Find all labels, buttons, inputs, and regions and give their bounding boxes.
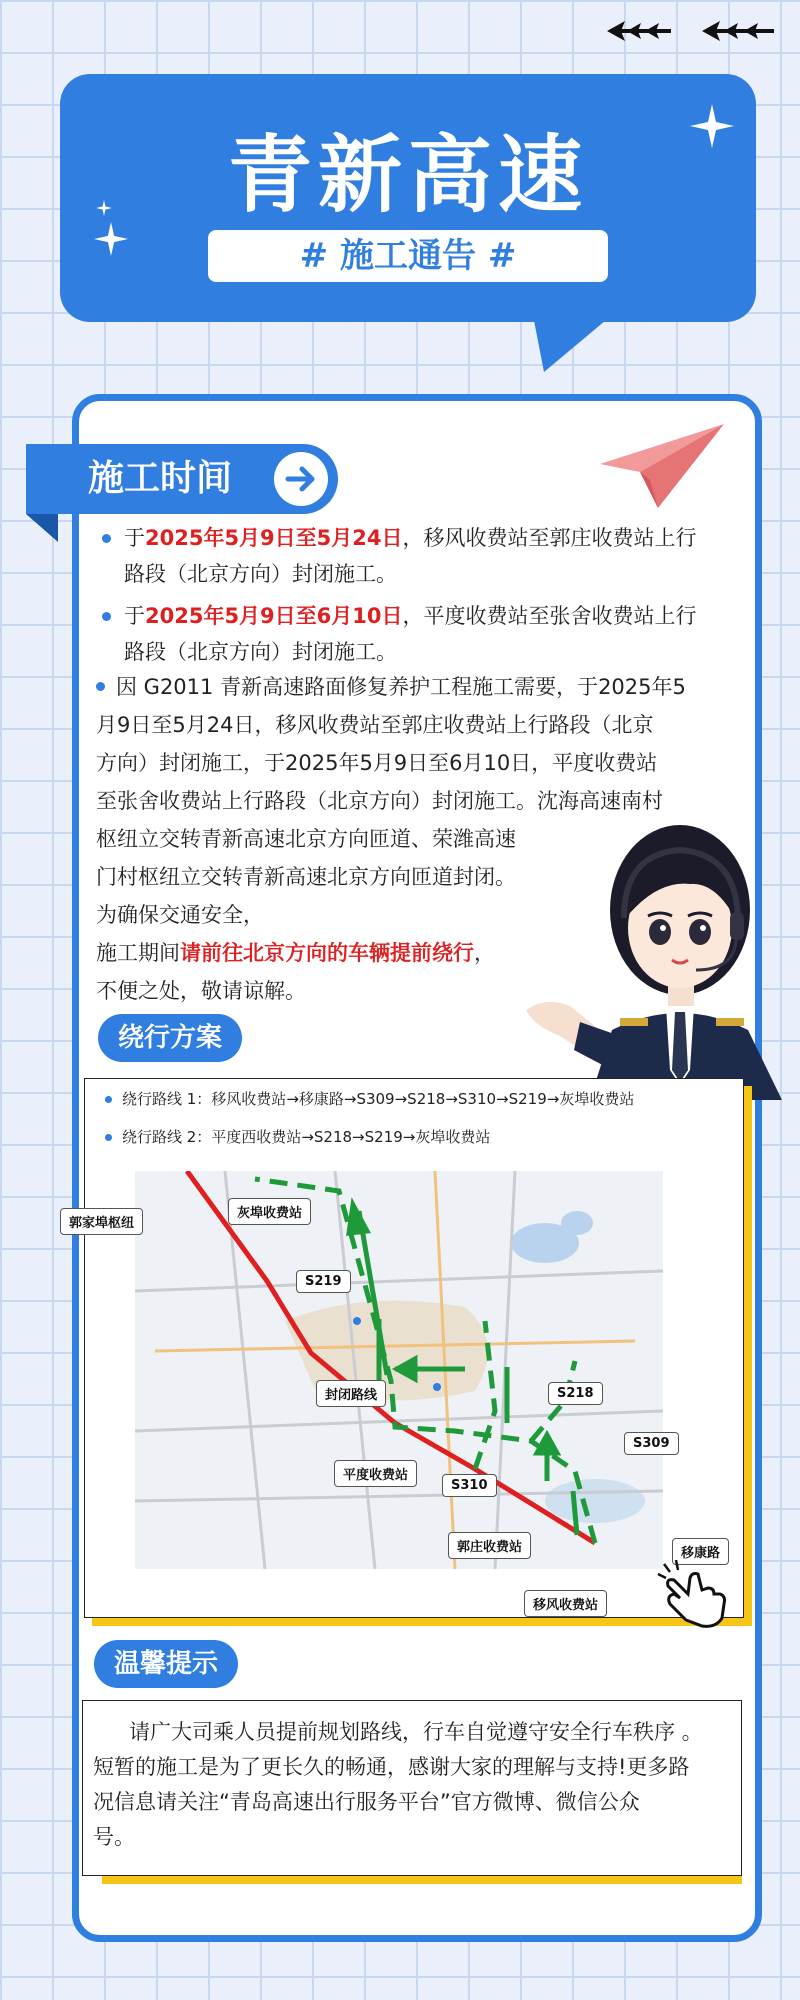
paragraph-line: 门村枢纽立交转青新高速北京方向匝道封闭。 [96,865,516,889]
bullet-dot [102,612,111,621]
date-highlight: 2025年5月9日至6月10日 [145,604,403,628]
paragraph-line: 方向）封闭施工，于2025年5月9日至6月10日，平度收费站 [96,751,658,775]
route-2-text: 绕行路线 2：平度西收费站→S218→S219→灰埠收费站 [122,1128,491,1146]
item-text: 路段（北京方向）封闭施工。 [124,562,397,586]
pointing-hand-icon [656,1560,736,1630]
map-label-huibu-toll: 灰埠收费站 [228,1198,311,1225]
date-highlight: 2025年5月9日至5月24日 [145,526,403,550]
map-label-yikang-road: 移康路 [672,1538,729,1565]
map-label-s218: S218 [548,1382,603,1405]
section-heading-detour: 绕行方案 [98,1014,242,1062]
tips-line: 请广大司乘人员提前规划路线，行车自觉遵守安全行车秩序 。 [129,1720,703,1744]
route-line [105,1088,634,1109]
map-label-pingdu-toll: 平度收费站 [334,1460,417,1487]
traffic-attendant-illustration [520,800,790,1100]
page-title: 青新高速 [227,126,588,224]
paragraph-line: 不便之处，敬请谅解。 [96,979,306,1003]
item-prefix: 于 [124,526,145,550]
bullet-dot [105,1096,112,1103]
map-label-s309: S309 [624,1432,679,1455]
paragraph-line: 月9日至5月24日，移风收费站至郭庄收费站上行路段（北京 [96,713,654,737]
section-heading-tips: 温馨提示 [94,1640,238,1688]
map-label-yifeng-toll: 移风收费站 [524,1590,607,1617]
paragraph-line: 为确保交通安全， [96,903,264,927]
bullet-dot [105,1134,112,1141]
paragraph-line: 因 G2011 青新高速路面修复养护工程施工需要，于2025年5 [116,675,686,699]
paragraph-line: 枢纽立交转青新高速北京方向匝道、荣潍高速 [96,827,516,851]
map-label-s310: S310 [442,1474,497,1497]
map-label-guojiabu-interchange: 郭家埠枢纽 [60,1208,143,1235]
ribbon-fold [26,514,58,542]
route-line [105,1126,490,1147]
tips-line: 况信息请关注“青岛高速出行服务平台”官方微博、微信公众 [93,1790,640,1814]
map-label-s219: S219 [296,1270,351,1293]
item-text: ，移风收费站至郭庄收费站上行 [402,526,697,550]
bullet-dot [102,534,111,543]
detour-routes-box [84,1078,744,1618]
item-text: ，平度收费站至张舍收费站上行 [402,604,697,628]
section-heading-construction-time [26,444,338,514]
banner-tail [520,300,640,372]
detour-map[interactable] [135,1171,663,1569]
paper-plane-icon [600,424,724,508]
item-text: 路段（北京方向）封闭施工。 [124,640,397,664]
section-heading-label: 施工时间 [88,458,233,499]
list-item [100,520,740,592]
construction-time-list [100,520,740,676]
list-item [100,598,740,670]
map-label-closed-route: 封闭路线 [316,1380,386,1407]
decorative-arrows-icon [607,14,782,48]
tips-line: 号。 [93,1825,135,1849]
tips-line: 短暂的施工是为了更长久的畅通，感谢大家的理解与支持!更多路 [93,1755,690,1779]
paragraph-text: ， [474,941,495,965]
header-banner [60,74,756,322]
paragraph-text: 施工期间 [96,941,180,965]
map-label-guozhuang-toll: 郭庄收费站 [448,1532,531,1559]
sparkle-icon [94,222,128,256]
page-subtitle: # 施工通告 # [208,230,608,282]
item-prefix: 于 [124,604,145,628]
map-canvas [135,1171,663,1569]
detour-highlight: 请前往北京方向的车辆提前绕行 [180,941,474,965]
paragraph-line: 至张舍收费站上行路段（北京方向）封闭施工。沈海高速南村 [96,789,663,813]
arrow-right-icon [274,452,328,506]
sparkle-icon [690,104,734,148]
tips-box [82,1700,742,1876]
route-1-text: 绕行路线 1：移风收费站→移康路→S309→S218→S310→S219→灰埠收费站 [122,1090,635,1108]
bullet-dot [96,682,105,691]
sparkle-icon [96,200,112,216]
